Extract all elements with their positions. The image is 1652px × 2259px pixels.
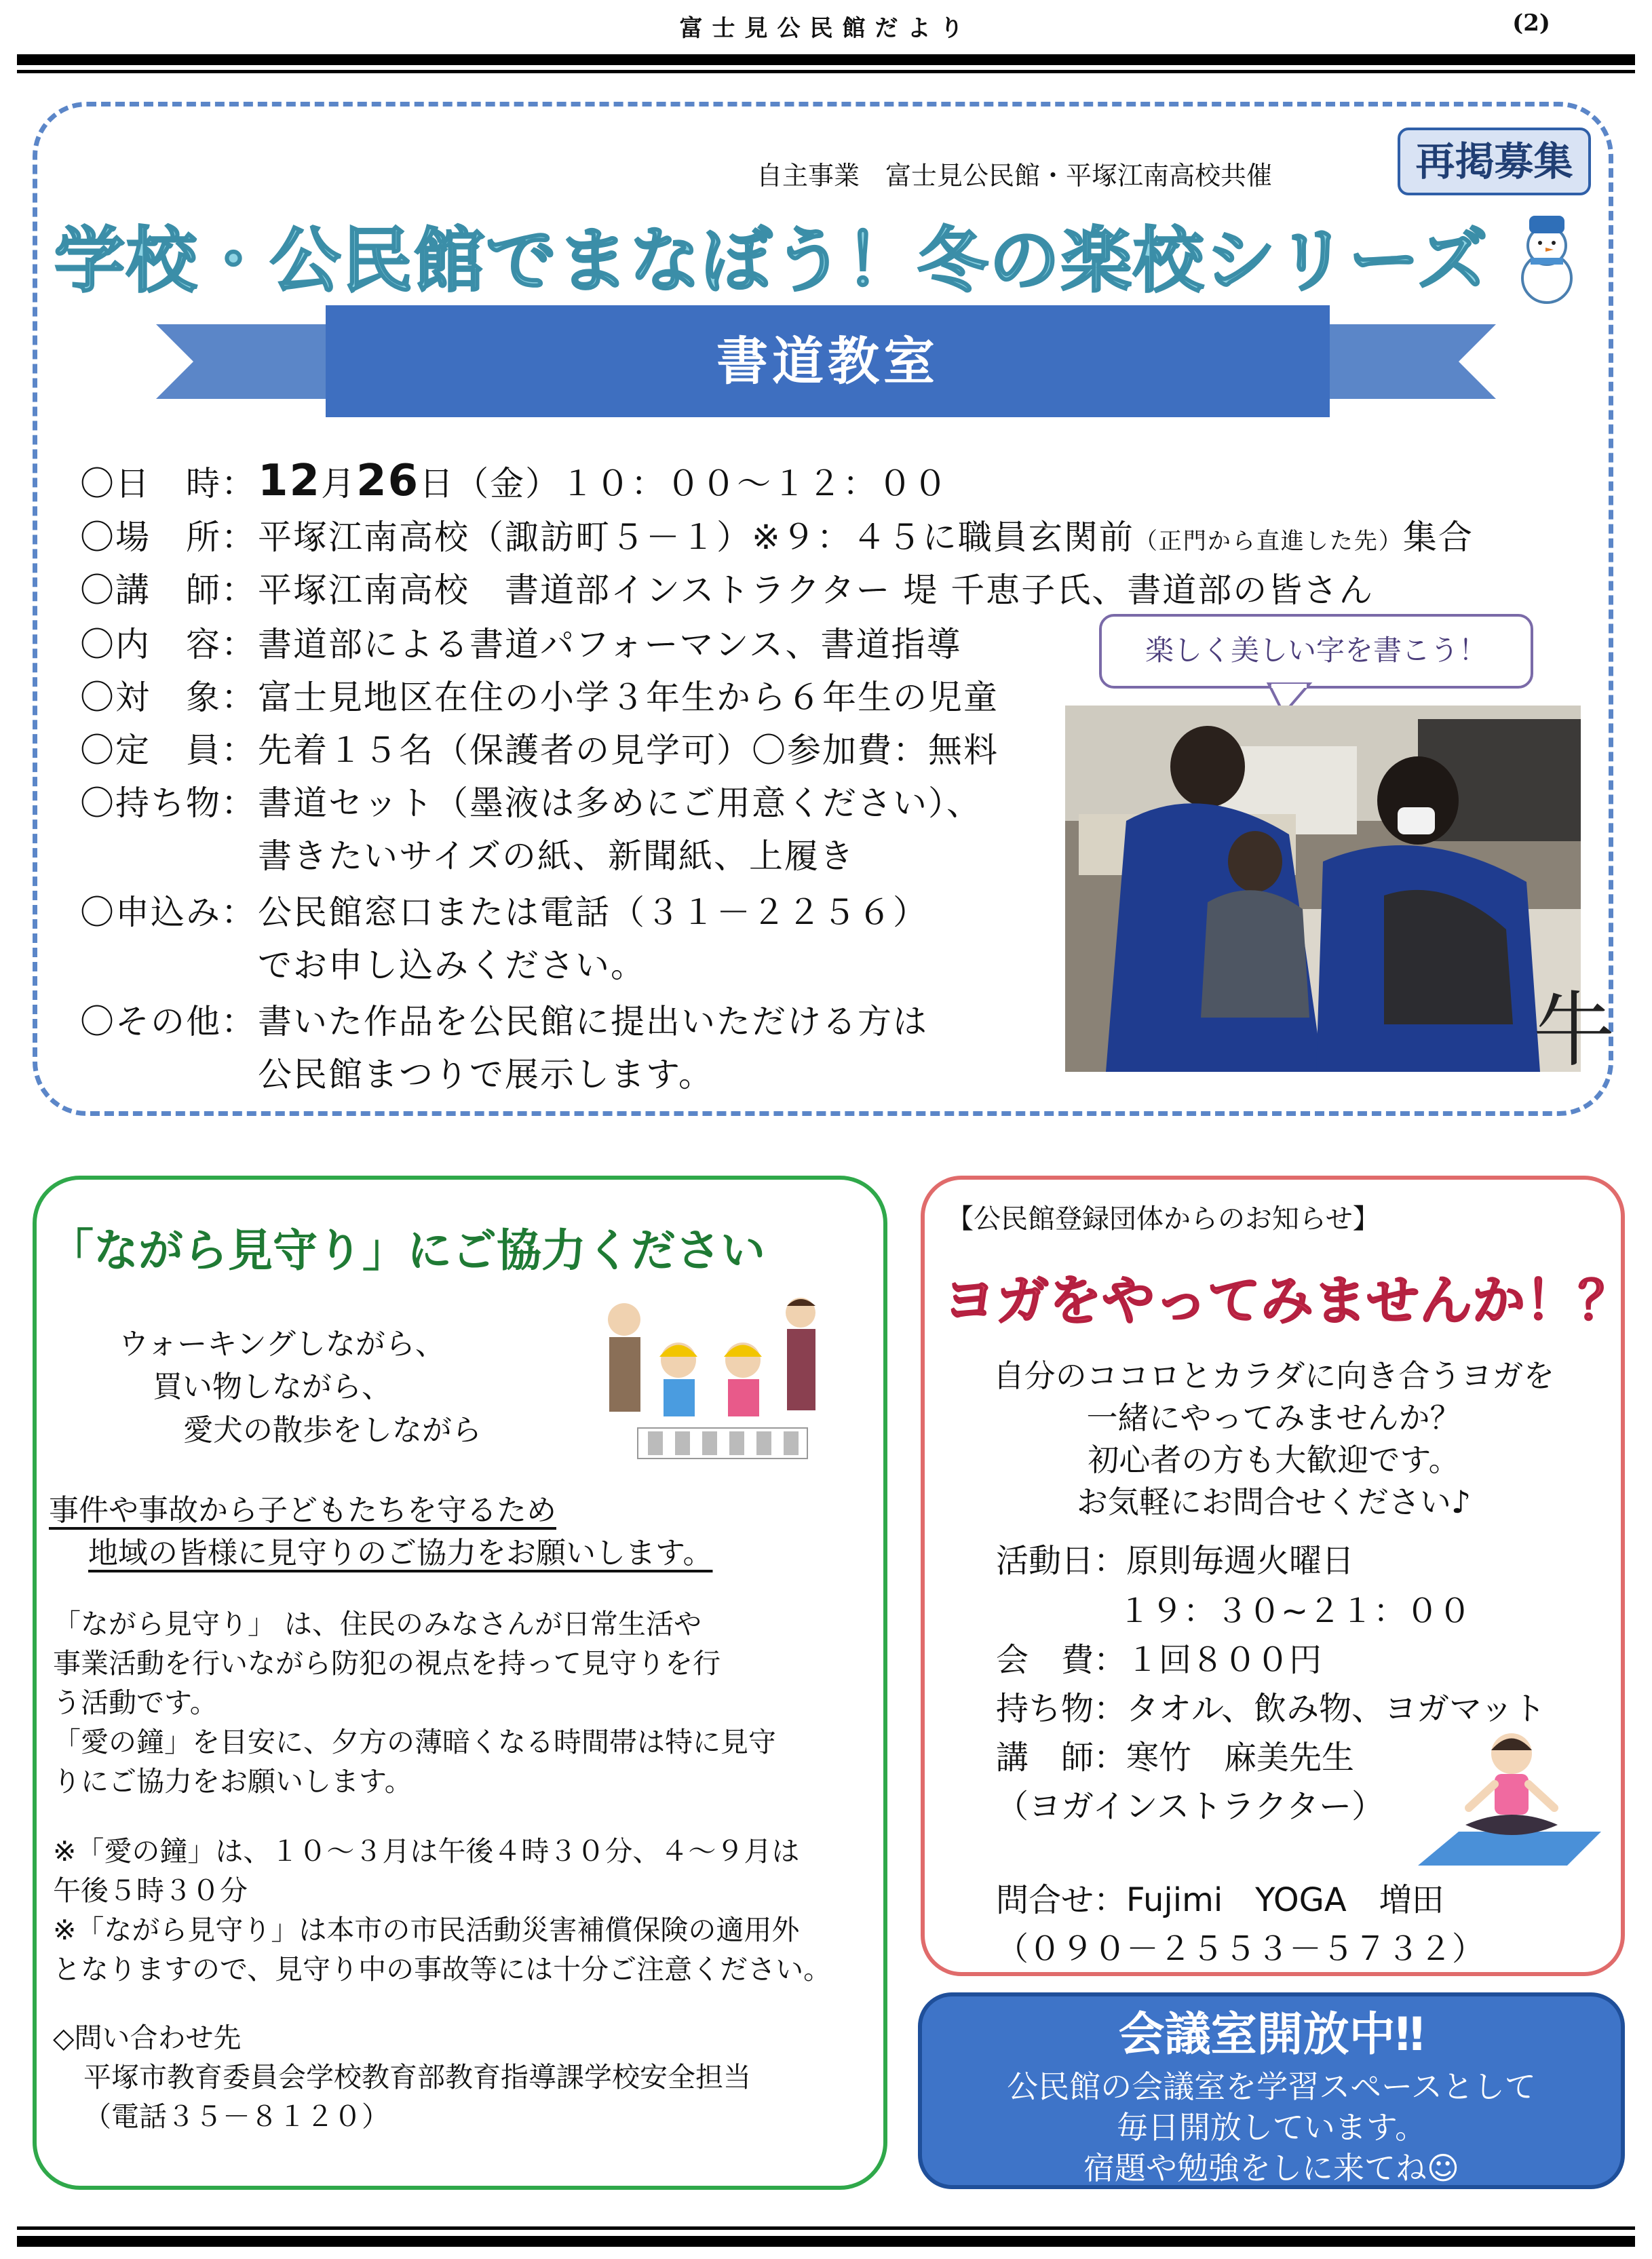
yoga-pose-icon — [1418, 1726, 1601, 1876]
poem-line-3: 愛犬の散歩をしながら — [183, 1413, 482, 1448]
meeting-line-2: 毎日開放しています。 — [1116, 2109, 1427, 2146]
yoga-contact: 問合せ：Fujimi YOGA 増田 — [996, 1881, 1444, 1919]
footer-rule — [17, 2236, 1635, 2247]
poem-line-1: ウォーキングしながら、 — [119, 1327, 445, 1362]
organizer-text: 自主事業 富士見公民館・平塚江南高校共催 — [756, 161, 1273, 191]
nagara-description: 「ながら見守り」 は、住民のみなさんが日常生活や 事業活動を行いながら防犯の視点を持って見守りを行 う活動です。 「愛の鐘」を目安に、夕方の薄暗くなる時間帯は特に見守 りにご協力をお願いします。 — [53, 1608, 776, 1798]
recruit-badge: 再掲募集 — [1398, 128, 1591, 195]
header-rule — [17, 54, 1635, 65]
nagara-contact: ◇問い合わせ先 平塚市教育委員会学校教育部教育指導課学校安全担当 （電話３５－８１２０） — [53, 2022, 751, 2133]
crossing-guard-illustration — [597, 1292, 841, 1469]
speech-bubble: 楽しく美しい字を書こう！ — [1099, 614, 1533, 689]
nagara-title: 「ながら見守り」にご協力ください — [49, 1224, 765, 1277]
info-belongings: 〇持ち物：書道セット（墨液は多めにご用意ください）、 — [80, 784, 982, 823]
yoga-phone: （０９０－２５５３－５７３２） — [996, 1930, 1485, 1968]
meeting-line-3: 宿題や勉強をしに来てね☺ — [1083, 2150, 1459, 2186]
info-application: 〇申込み：公民館窓口または電話（３１－２２５６） — [80, 893, 928, 932]
info-application-cont: でお申し込みください。 — [258, 946, 646, 985]
yoga-title: ヨガをやってみませんか！？ — [943, 1271, 1632, 1332]
yoga-intro-1: 自分のココロとカラダに向き合うヨガを — [993, 1357, 1555, 1394]
yoga-time: １９：３０~２１：００ — [1086, 1592, 1472, 1630]
meeting-line-1: 公民館の会議室を学習スペースとして — [1007, 2068, 1536, 2105]
appeal-line-2: 地域の皆様に見守りのご協力をお願いします。 — [88, 1536, 713, 1570]
info-capacity: 〇定 員：先着１５名（保護者の見学可）〇参加費：無料 — [80, 731, 999, 770]
yoga-belongings: 持ち物：タオル、飲み物、ヨガマット — [996, 1690, 1546, 1728]
yoga-intro-3: 初心者の方も大歓迎です。 — [1088, 1442, 1460, 1478]
meeting-room-title: 会議室開放中‼ — [1118, 2008, 1425, 2062]
info-instructor: 〇講 師：平塚江南高校 書道部インストラクター 堤 千恵子氏、書道部の皆さん — [80, 571, 1375, 610]
calligraphy-photo — [1065, 706, 1615, 1078]
class-title: 書道教室 — [716, 331, 939, 391]
page-number: (2) — [1512, 9, 1550, 37]
svg-text:牛: 牛 — [1533, 984, 1615, 1078]
info-other: 〇その他：書いた作品を公民館に提出いただける方は — [80, 1002, 928, 1041]
info-place: 〇場 所：平塚江南高校（諏訪町５－１）※９：４５に職員玄関前（正門から直進した先）集合 — [80, 518, 1474, 557]
group-notice-label: 【公民館登録団体からのお知らせ】 — [946, 1203, 1380, 1235]
header-rule-thin — [17, 70, 1635, 73]
poem-line-2: 買い物しながら、 — [153, 1370, 391, 1404]
yoga-intro-4: お気軽にお問合せください♪ — [1076, 1484, 1472, 1520]
yoga-intro-2: 一緒にやってみませんか？ — [1086, 1399, 1461, 1436]
yoga-instructor-title: （ヨガインストラクター） — [996, 1788, 1385, 1826]
info-content: 〇内 容：書道部による書道パフォーマンス、書道指導 — [80, 625, 962, 664]
info-belongings-cont: 書きたいサイズの紙、新聞紙、上履き — [258, 836, 855, 876]
nagara-notes: ※「愛の鐘」は、１０～３月は午後４時３０分、４～９月は 午後５時３０分 ※「ながら見守り」は本市の市民活動災害補償保険の適用外 となりますので、見守り中の事故等には十分ご注意ください。 — [53, 1835, 832, 1986]
footer-rule-thin — [17, 2226, 1635, 2230]
newsletter-title: 富士見公民館だより — [679, 15, 973, 42]
series-headline: 学校・公民館でまなぼう！冬の楽校シリーズ — [54, 219, 1489, 302]
yoga-day: 活動日：原則毎週火曜日 — [996, 1542, 1355, 1580]
yoga-fee: 会 費：１回８００円 — [996, 1641, 1322, 1679]
info-date: 〇日 時：12月26日（金）１０：００～１２：００ — [80, 456, 949, 506]
info-target: 〇対 象：富士見地区在住の小学３年生から６年生の児童 — [80, 678, 999, 717]
appeal-line-1: 事件や事故から子どもたちを守るため — [49, 1493, 556, 1528]
yoga-instructor: 講 師：寒竹 麻美先生 — [996, 1739, 1355, 1777]
snowman-icon — [1506, 210, 1588, 305]
info-other-cont: 公民館まつりで展示します。 — [258, 1055, 714, 1094]
